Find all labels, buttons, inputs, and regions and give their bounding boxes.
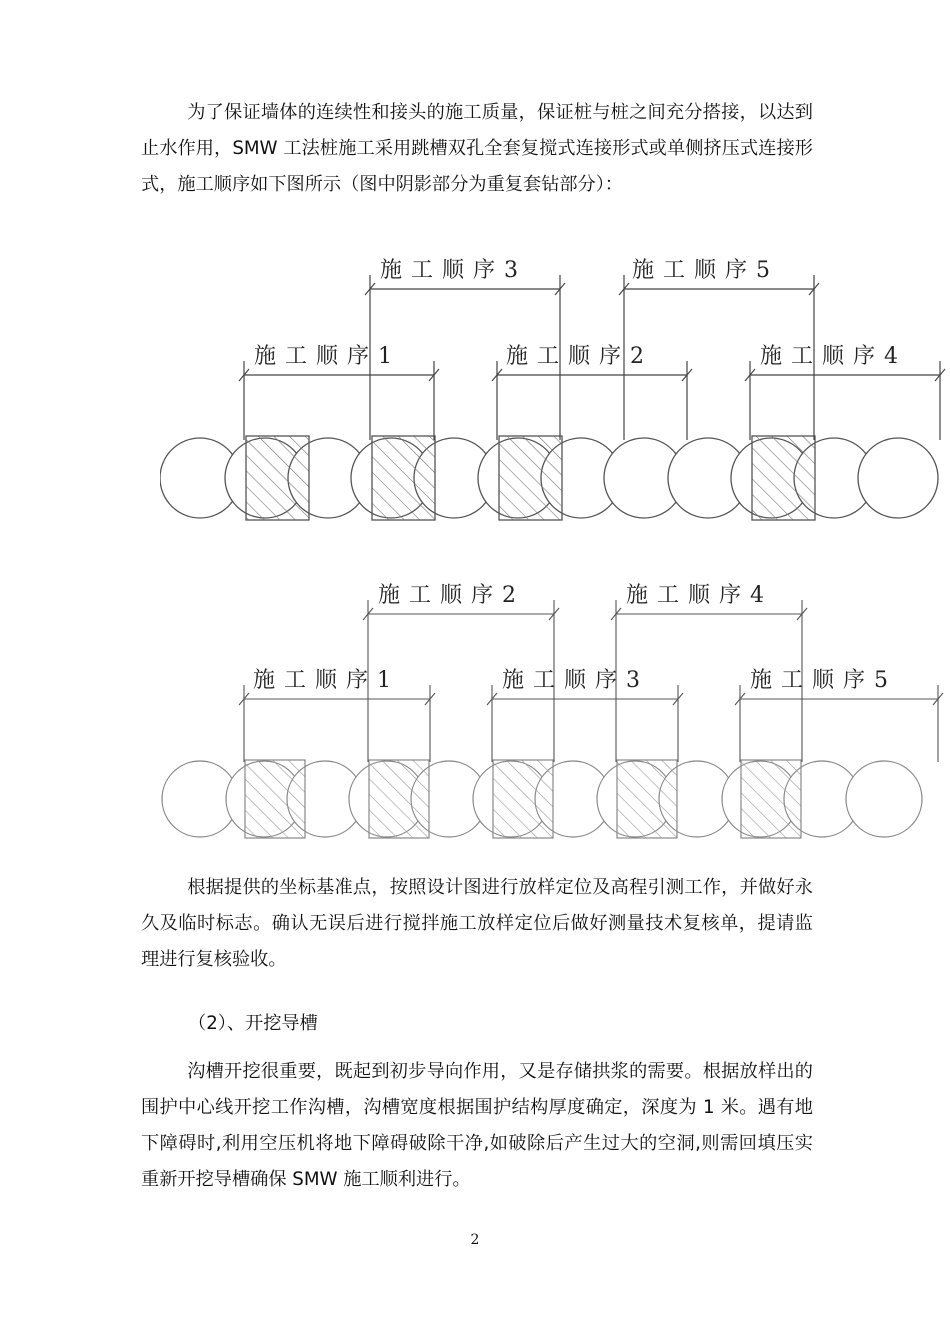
section-heading: （2）、开挖导槽 xyxy=(188,1013,318,1034)
construction-sequence-diagram-1 xyxy=(160,245,950,545)
overlap-zone xyxy=(246,436,309,520)
page-number: 2 xyxy=(470,1232,480,1248)
survey-text: 根据提供的坐标基准点，按照设计图进行放样定位及高程引测工作，并做好永久及临时标志。确认无误后进行搅拌施工放样定位后做好测量技术复核单，提请监理进行复核验收。 xyxy=(141,877,813,970)
sequence-label: 施 工 顺 序 1 xyxy=(253,668,392,693)
sequence-label: 施 工 顺 序 5 xyxy=(632,258,771,283)
overlap-zone xyxy=(372,436,435,520)
overlap-zone xyxy=(617,760,677,838)
sequence-label: 施 工 顺 序 2 xyxy=(506,344,645,369)
overlap-zone xyxy=(741,760,801,838)
survey-paragraph xyxy=(141,870,813,978)
overlap-zone xyxy=(245,760,305,838)
overlap-zone xyxy=(493,760,553,838)
overlap-zone xyxy=(369,760,429,838)
sequence-label: 施 工 顺 序 4 xyxy=(760,344,899,369)
intro-text: 为了保证墙体的连续性和接头的施工质量，保证桩与桩之间充分搭接，以达到止水作用，SMW 工法桩施工采用跳槽双孔全套复搅式连接形式或单侧挤压式连接形式，施工顺序如下图所示（图中阴影部分为重复套钻部分）： xyxy=(141,102,813,195)
sequence-label: 施 工 顺 序 3 xyxy=(380,258,519,283)
sequence-label: 施 工 顺 序 4 xyxy=(626,583,765,608)
sequence-label: 施 工 顺 序 1 xyxy=(254,344,393,369)
sequence-label: 施 工 顺 序 2 xyxy=(378,583,517,608)
overlap-zone xyxy=(499,436,562,520)
trench-paragraph xyxy=(141,1054,813,1198)
pile xyxy=(858,438,938,518)
sequence-label: 施 工 顺 序 5 xyxy=(750,668,889,693)
pile xyxy=(846,761,922,837)
trench-text: 沟槽开挖很重要，既起到初步导向作用，又是存储拱浆的需要。根据放样出的围护中心线开挖工作沟槽，沟槽宽度根据围护结构厚度确定，深度为 1 米。遇有地下障碍时,利用空压机将地下障碍破除干净,如破除后产生过大的空洞,则需回填压实重新开挖导槽确保 SMW 施工顺利进行。 xyxy=(141,1061,813,1190)
sequence-label: 施 工 顺 序 3 xyxy=(502,668,641,693)
construction-sequence-diagram-2 xyxy=(160,570,950,860)
intro-paragraph xyxy=(141,95,813,203)
overlap-zone xyxy=(752,436,815,520)
